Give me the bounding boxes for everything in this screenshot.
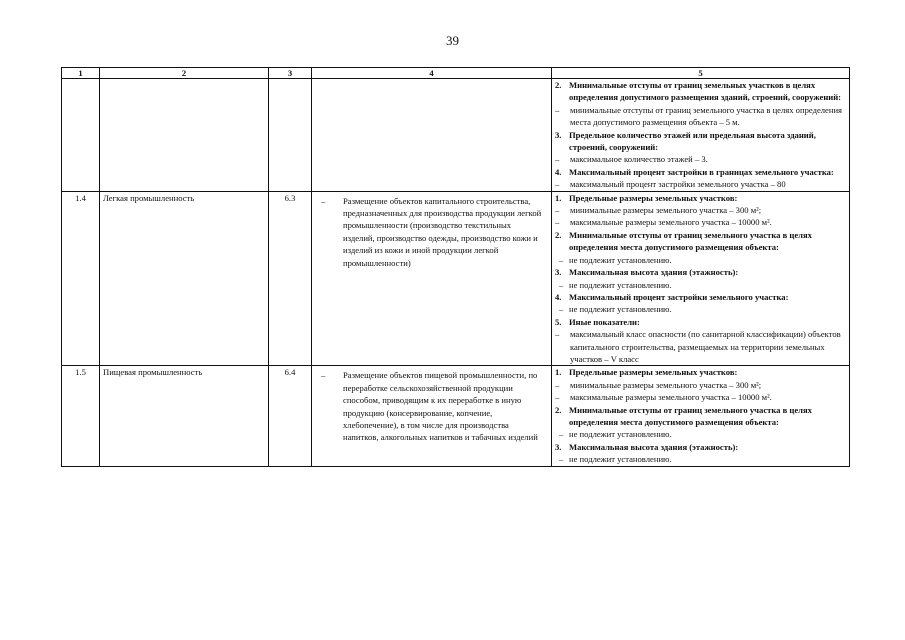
table-row: [62, 366, 850, 466]
parameter-text: Максимальный процент застройки земельного участка:: [569, 291, 789, 302]
parameter-text: не подлежит установлению.: [569, 279, 672, 290]
item-number: 1.: [555, 192, 562, 203]
parameter-text: минимальные отступы от границ земельного участка в целях определения места допустимого размещения объекта – 5 м.: [570, 104, 843, 128]
dash-marker: –: [559, 279, 564, 290]
item-number: 2.: [555, 229, 562, 240]
parameter-text: не подлежит установлению.: [569, 304, 672, 315]
parameter-text: минимальные размеры земельного участка – 300 м²;: [570, 379, 762, 390]
item-number: 4.: [555, 166, 562, 177]
parameter-value: [555, 254, 846, 266]
land-use-code: 6.4: [269, 366, 312, 466]
parameter-text: Максимальная высота здания (этажность):: [569, 267, 739, 278]
parameter-heading: [555, 192, 846, 204]
zoning-table: [61, 67, 850, 467]
land-use-code: 6.3: [269, 191, 312, 366]
item-number: 1.: [555, 367, 562, 378]
dash-marker: –: [559, 454, 564, 465]
parameter-value: [555, 204, 846, 216]
parameter-text: Минимальные отступы от границ земельного участка в целях определения места допустимого размещения объекта:: [569, 404, 812, 427]
land-use-name: Пищевая промышленность: [100, 366, 269, 466]
parameter-heading: [555, 266, 846, 278]
dash-marker: –: [559, 429, 564, 440]
item-number: 4.: [555, 291, 562, 302]
parameter-heading: [555, 79, 846, 104]
parameter-text: Максимальный процент застройки в границах земельного участка:: [569, 166, 834, 177]
parameter-heading: [555, 404, 846, 429]
parameter-value: [555, 104, 846, 129]
parameter-value: [555, 428, 846, 440]
parameter-value: [555, 279, 846, 291]
dash-marker: –: [555, 217, 560, 228]
description-text: Размещение объектов пищевой промышленности, по переработке сельскохозяйственной продукции способом, приводящим к их переработке в иную продукцию (консервирование, копчение, хлебопечение), в том числе для производства напитков, алкогольных напитков и табачных изделий: [343, 370, 538, 443]
parameter-value: [555, 453, 846, 465]
item-number: 3.: [555, 267, 562, 278]
header-col-4: 4: [312, 68, 552, 79]
row-number: [62, 79, 100, 192]
parameter-value: [555, 328, 846, 365]
header-col-5: 5: [552, 68, 850, 79]
parameter-text: Минимальные отступы от границ земельных участков в целях определения допустимого размещения зданий, строений, сооружений:: [569, 80, 842, 103]
dash-marker: –: [555, 205, 560, 216]
parameter-text: максимальный процент застройки земельного участка – 80: [570, 179, 786, 190]
parameter-text: Предельное количество этажей или предельная высота зданий, строений, сооружений:: [569, 129, 816, 153]
parameter-text: Минимальные отступы от границ земельного участка в целях определения места допустимого размещения объекта:: [569, 229, 812, 253]
parameter-heading: [555, 166, 846, 178]
table-row: [62, 191, 850, 366]
parameter-value: [555, 178, 846, 190]
table-header-row: [62, 68, 850, 79]
parameter-text: не подлежит установлению.: [569, 429, 672, 440]
row-number: 1.4: [62, 191, 100, 366]
parameter-text: максимальный класс опасности (по санитарной классификации) объектов капитального строительства, размещаемых на территории земельных участков – V класс: [570, 329, 841, 364]
dash-marker: –: [555, 379, 560, 390]
parameter-text: Иные показатели:: [569, 316, 640, 327]
row-number: 1.5: [62, 366, 100, 466]
land-use-code: [269, 79, 312, 192]
parameter-heading: [555, 441, 846, 453]
dash-marker: –: [555, 179, 560, 190]
item-number: 3.: [555, 129, 562, 140]
dash-marker: –: [555, 392, 560, 403]
parameter-value: [555, 216, 846, 228]
dash-marker: –: [555, 329, 560, 340]
header-col-1: 1: [62, 68, 100, 79]
land-use-description: [312, 366, 552, 466]
parameter-text: максимальные размеры земельного участка – 10000 м².: [570, 217, 772, 228]
parameter-text: максимальное количество этажей – 3.: [570, 154, 708, 165]
dash-marker: –: [559, 254, 564, 265]
parameter-text: не подлежит установлению.: [569, 454, 672, 465]
parameters-cell: [552, 79, 850, 192]
parameter-text: Предельные размеры земельных участков:: [569, 367, 738, 378]
parameter-text: Предельные размеры земельных участков:: [569, 192, 738, 203]
parameter-text: не подлежит установлению.: [569, 254, 672, 265]
parameter-text: Максимальная высота здания (этажность):: [569, 441, 739, 452]
item-number: 2.: [555, 80, 562, 90]
parameter-value: [555, 391, 846, 403]
parameter-heading: [555, 316, 846, 328]
parameter-value: [555, 303, 846, 315]
parameter-heading: [555, 291, 846, 303]
header-col-3: 3: [269, 68, 312, 79]
parameter-heading: [555, 229, 846, 254]
parameter-heading: [555, 129, 846, 154]
parameters-cell: [552, 191, 850, 366]
land-use-name: Легкая промышленность: [100, 191, 269, 366]
parameter-value: [555, 153, 846, 165]
page-number: 39: [446, 33, 459, 48]
land-use-name: [100, 79, 269, 192]
table-row: [62, 79, 850, 192]
parameter-text: минимальные размеры земельного участка – 300 м²;: [570, 205, 762, 216]
parameters-cell: [552, 366, 850, 466]
parameter-heading: [555, 366, 846, 378]
header-col-2: 2: [100, 68, 269, 79]
item-number: 5.: [555, 316, 562, 327]
dash-marker: –: [555, 104, 560, 115]
dash-marker: –: [321, 370, 326, 381]
parameter-value: [555, 379, 846, 391]
dash-marker: –: [555, 154, 560, 165]
land-use-description: [312, 191, 552, 366]
item-number: 2.: [555, 404, 562, 415]
dash-marker: –: [559, 304, 564, 315]
dash-marker: –: [321, 195, 326, 206]
item-number: 3.: [555, 441, 562, 452]
land-use-description: [312, 79, 552, 192]
parameter-text: максимальные размеры земельного участка – 10000 м².: [570, 392, 772, 403]
description-text: Размещение объектов капитального строительства, предназначенных для производства продукции легкой промышленности (производство текстильных изделий, производство одежды, производство кожи и изделий из кожи и иной продукции легкой промышленности): [343, 195, 542, 268]
